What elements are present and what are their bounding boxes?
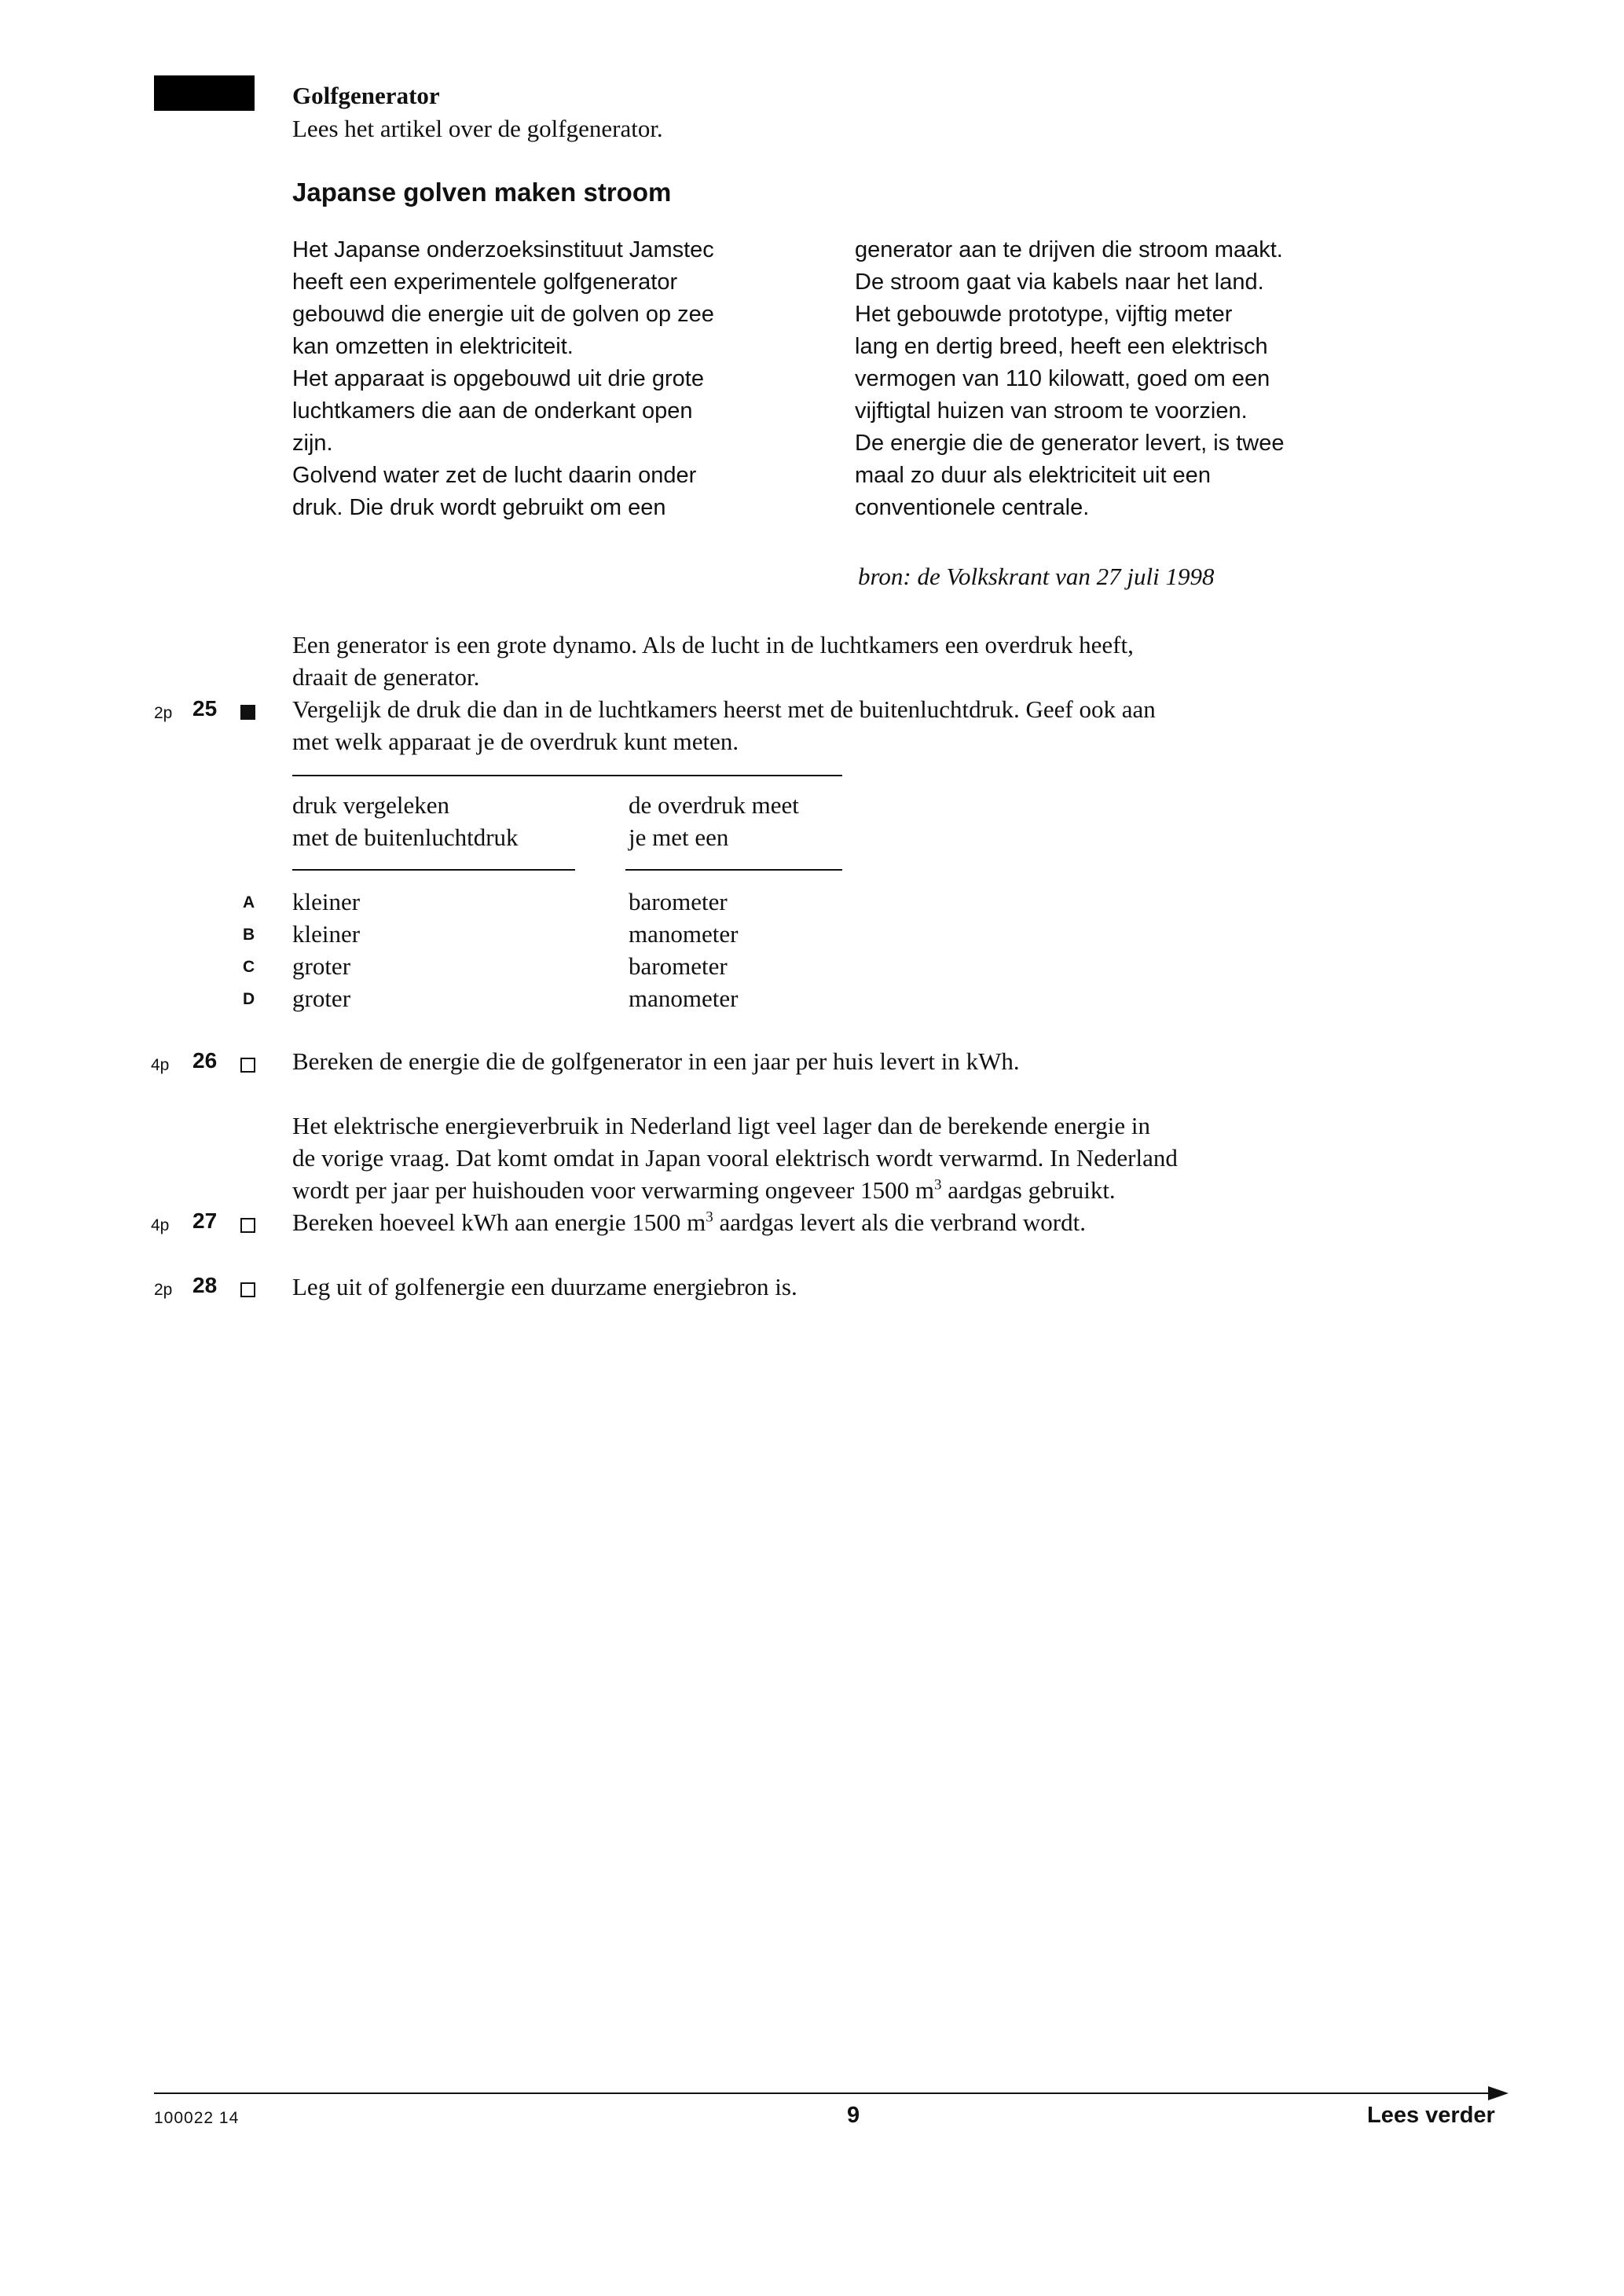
q27-text-part: aardgas levert als die verbrand wordt. — [713, 1209, 1086, 1236]
option-col1: kleiner — [292, 920, 361, 948]
table-header-col1: met de buitenluchtdruk — [292, 823, 519, 851]
superscript: 3 — [933, 1176, 942, 1194]
superscript: 3 — [706, 1209, 713, 1226]
article-line: zijn. — [292, 431, 333, 456]
q27-number: 27 — [192, 1209, 218, 1233]
option-col2: barometer — [629, 888, 728, 915]
q26-text: Bereken de energie die de golfgenerator in een jaar per huis levert in kWh. — [292, 1047, 1020, 1075]
q26-marker-open-square — [240, 1058, 255, 1073]
article-title: Japanse golven maken stroom — [292, 178, 672, 207]
article-line: Het Japanse onderzoeksinstituut Jamstec — [292, 237, 714, 262]
q27-text — [292, 1206, 1086, 1238]
q27-intro-text: wordt per jaar per huishouden voor verwarming ongeveer 1500 m — [292, 1176, 934, 1204]
section-intro: Lees het artikel over de golfgenerator. — [292, 115, 663, 142]
q26-points: 4p — [151, 1056, 170, 1074]
article-line: luchtkamers die aan de onderkant open — [292, 398, 693, 424]
q25-text-line: met welk apparaat je de overdruk kunt meten. — [292, 728, 739, 755]
option-letter: B — [243, 926, 255, 944]
footer-rule — [154, 2092, 1490, 2094]
option-col2: barometer — [629, 952, 728, 980]
q28-points: 2p — [154, 1281, 173, 1299]
q25-marker-filled-square — [240, 705, 255, 720]
article-line: generator aan te drijven die stroom maakt. — [855, 237, 1283, 262]
article-line: Het gebouwde prototype, vijftig meter — [855, 302, 1233, 327]
article-column-right — [855, 234, 1373, 524]
q27-text-part: Bereken hoeveel kWh aan energie 1500 m — [292, 1209, 706, 1236]
article-column-left — [292, 234, 795, 524]
article-line: druk. Die druk wordt gebruikt om een — [292, 495, 666, 520]
option-col1: groter — [292, 985, 351, 1012]
table-header-col2: je met een — [629, 823, 729, 851]
footer-page-number: 9 — [847, 2103, 860, 2128]
q27-marker-open-square — [240, 1218, 255, 1233]
q25-points: 2p — [154, 704, 173, 722]
option-letter: A — [243, 893, 255, 911]
table-rule-header-col2 — [625, 869, 842, 871]
article-source: bron: de Volkskrant van 27 juli 1998 — [858, 563, 1215, 590]
article-line: gebouwd die energie uit de golven op zee — [292, 302, 714, 327]
article-line: lang en dertig breed, heeft een elektrisch — [855, 334, 1268, 359]
article-line: Golvend water zet de lucht daarin onder — [292, 463, 697, 488]
q26-number: 26 — [192, 1048, 218, 1073]
article-line: De stroom gaat via kabels naar het land. — [855, 270, 1264, 295]
q27-intro-line: Het elektrische energieverbruik in Nederland ligt veel lager dan de berekende energie in — [292, 1112, 1150, 1139]
table-header-col1: druk vergeleken — [292, 791, 449, 819]
q25-intro-line: draait de generator. — [292, 663, 480, 691]
q28-number: 28 — [192, 1273, 218, 1297]
q27-intro-text: aardgas gebruikt. — [941, 1176, 1116, 1204]
option-letter: D — [243, 990, 255, 1008]
article-line: conventionele centrale. — [855, 495, 1090, 520]
q27-intro-line — [292, 1174, 1116, 1206]
q25-text-line: Vergelijk de druk die dan in de luchtkamers heerst met de buitenluchtdruk. Geef ook aan — [292, 695, 1156, 723]
q27-points: 4p — [151, 1216, 170, 1234]
q28-text: Leg uit of golfenergie een duurzame energiebron is. — [292, 1273, 797, 1300]
footer-exam-code: 100022 14 — [154, 2109, 240, 2127]
article-line: De energie die de generator levert, is twee — [855, 431, 1285, 456]
q25-intro-line: Een generator is een grote dynamo. Als de lucht in de luchtkamers een overdruk heeft, — [292, 631, 1134, 658]
q25-number: 25 — [192, 696, 218, 721]
article-line: vermogen van 110 kilowatt, goed om een — [855, 366, 1270, 391]
option-col1: groter — [292, 952, 351, 980]
option-letter: C — [243, 958, 255, 976]
option-col1: kleiner — [292, 888, 361, 915]
article-line: vijftigtal huizen van stroom te voorzien. — [855, 398, 1248, 424]
article-line: heeft een experimentele golfgenerator — [292, 270, 678, 295]
arrow-right-icon — [1488, 2086, 1509, 2100]
section-title: Golfgenerator — [292, 82, 440, 109]
footer-continue-label: Lees verder — [1367, 2103, 1495, 2128]
table-header-col2: de overdruk meet — [629, 791, 799, 819]
article-line: kan omzetten in elektriciteit. — [292, 334, 574, 359]
section-marker-block — [154, 75, 255, 111]
q28-marker-open-square — [240, 1282, 255, 1297]
option-col2: manometer — [629, 920, 739, 948]
q27-intro-line: de vorige vraag. Dat komt omdat in Japan vooral elektrisch wordt verwarmd. In Nederland — [292, 1144, 1178, 1172]
table-rule-top — [292, 775, 842, 776]
article-line: maal zo duur als elektriciteit uit een — [855, 463, 1211, 488]
table-rule-header-col1 — [292, 869, 575, 871]
article-line: Het apparaat is opgebouwd uit drie grote — [292, 366, 704, 391]
option-col2: manometer — [629, 985, 739, 1012]
